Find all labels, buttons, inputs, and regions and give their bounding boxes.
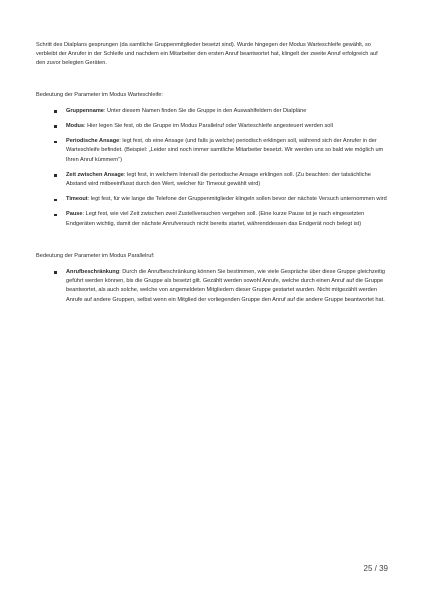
- page-content: [36, 41, 388, 328]
- param-description: : Unter diesem Namen finden Sie die Gruppe in den Auswahlfeldern der Dialpläne: [103, 107, 307, 114]
- param-term: Pause: [66, 211, 83, 218]
- bullet-icon: [54, 214, 57, 217]
- bullet-icon: [54, 271, 57, 274]
- list-item: [54, 137, 388, 165]
- param-term: Modus: [66, 123, 85, 130]
- bullet-icon: [54, 125, 57, 128]
- param-description: : legt fest, ob eine Ansage (und falls ja welche) periodisch erklingen soll, während sich der Anrufer in der Warteschleife befindet. (Beispiel: „Leider sind noch immer samtliche Mitarbeiter besetzt. Wir werden uns so bald wie möglich um Ihren Anruf kümmern“): [66, 138, 384, 163]
- param-description: : Hier legen Sie fest, ob die Gruppe im Modus Parallelruf oder Warteschleife angesteuert werden soll: [84, 123, 333, 130]
- list-item: [54, 210, 388, 228]
- bullet-icon: [54, 199, 57, 202]
- bullet-icon: [54, 141, 57, 144]
- list-item: [54, 122, 388, 131]
- bullet-icon: [54, 110, 57, 113]
- page-number: 25 / 39: [363, 564, 388, 573]
- list-item: [54, 195, 388, 204]
- intro-paragraph: Schritt des Dialplans gesprungen (da samtliche Gruppenmitglieder besetzt sind). Wurde hingegen der Modus Warteschleife gewählt, so verbleibt der Anrufer in der Schleife und nachdem ein Mitarbeiter den ersten Anruf beantwortet hat, klingelt der zweite Anruf erfolgreich auf den zuvor belegten Geräten.: [36, 42, 378, 67]
- param-term: Periodische Ansage: [66, 138, 120, 145]
- param-description: : legt fest, in welchem Intervall die periodische Ansage erklingen soll. (Zu beachten: der tatsächliche Abstand wird mitbeeinflusst durch den Wert, welcher für Timeout gewählt wird): [66, 171, 371, 188]
- param-term: Gruppenname: [66, 107, 104, 114]
- section-heading-parallelruf: Bedeutung der Parameter im Modus Parallelruf:: [36, 252, 155, 259]
- bullet-icon: [54, 174, 57, 177]
- param-description: : Durch die Anrufbeschränkung können Sie bestimmen, wie viele Gespräche über diese Gruppe gleichzeitig geführt werden können, bis die Gruppe als besetzt gilt. Gezählt werden sowohl Anrufe, welche durch einen Anruf auf die Gruppe beantwortet, als auch solche, welche von angemeldeten Mitgliedern dieser Gruppe gestartet wurden. Nicht mitgezählt werden Anrufe auf andere Gruppen, selbst wenn ein Mitglied der vorliegenden Gruppe den Anruf auf die andere Gruppe beantwortet hat.: [66, 269, 386, 303]
- list-item: [54, 171, 388, 189]
- section-heading-warteschleife: Bedeutung der Parameter im Modus Warteschleife:: [36, 91, 163, 98]
- param-term: Anrufbeschränkung: [66, 269, 120, 276]
- list-item: [54, 268, 388, 305]
- parameter-list-parallelruf: [54, 268, 388, 305]
- param-term: Timeout: [66, 196, 88, 203]
- parameter-list-warteschleife: [54, 107, 388, 229]
- list-item: [54, 107, 388, 116]
- param-term: Zeit zwischen Ansage: [66, 171, 124, 178]
- param-description: : Legt fest, wie viel Zeit zwischen zwei Zustellversuchen vergehen soll. (Eine kurze Pause ist je nach eingesetzten Endgeräten wichtig, damit der nächste Anrufversuch nicht bereits startet, währenddessen das Endgerät noch belegt ist): [66, 211, 365, 227]
- param-description: : legt fest, für wie lange die Telefone der Gruppenmitglieder klingeln sollen bevor der nächste Versuch unternommen wird: [87, 196, 387, 203]
